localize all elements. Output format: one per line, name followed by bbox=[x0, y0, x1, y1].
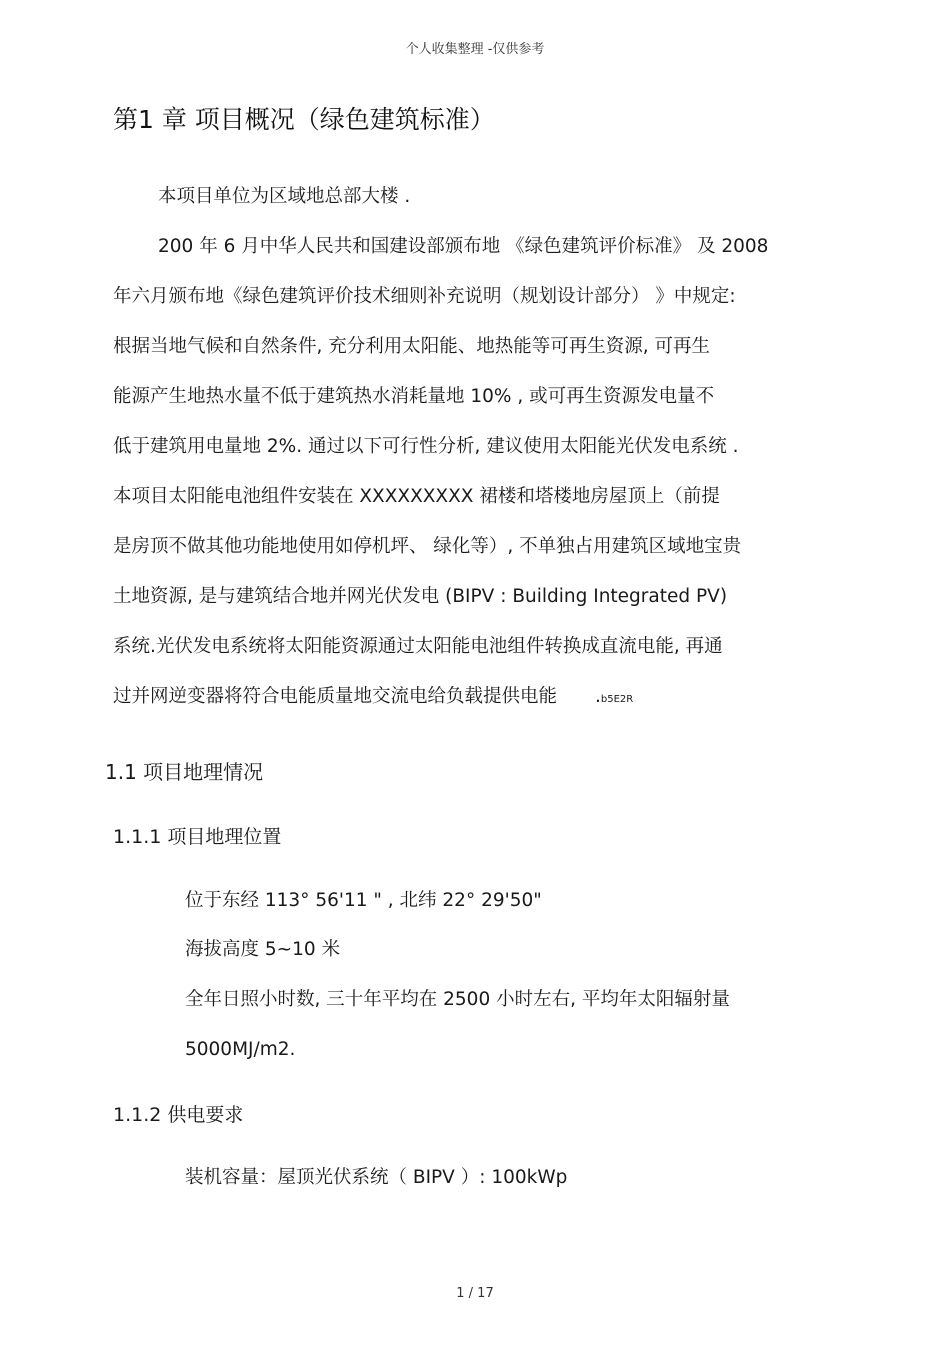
paragraph-line: 能源产生地热水量不低于建筑热水消耗量地 10% , 或可再生资源发电量不 bbox=[113, 386, 715, 407]
paragraph-tail-note: b5E2R bbox=[600, 694, 634, 705]
altitude-line: 海拔高度 5~10 米 bbox=[185, 939, 341, 960]
section-heading-1-1-1: 1.1.1 项目地理位置 bbox=[113, 826, 282, 848]
paragraph-tail: . bbox=[595, 686, 601, 707]
paragraph-line: 土地资源, 是与建筑结合地并网光伏发电 (BIPV : Building Integrated PV) bbox=[113, 586, 728, 607]
paragraph-line: 本项目单位为区域地总部大楼 . bbox=[158, 186, 411, 207]
section-heading-1-1: 1.1 项目地理情况 bbox=[105, 760, 264, 784]
paragraph-text: 过并网逆变器将符合电能质量地交流电给负载提供电能 bbox=[113, 686, 558, 707]
section-heading-1-1-2: 1.1.2 供电要求 bbox=[113, 1104, 244, 1126]
paragraph-line: 根据当地气候和自然条件, 充分利用太阳能、地热能等可再生资源, 可再生 bbox=[113, 336, 711, 357]
paragraph-line bbox=[113, 684, 633, 713]
paragraph-line: 200 年 6 月中华人民共和国建设部颁布地 《绿色建筑评价标准》 及 2008 bbox=[158, 236, 769, 257]
radiation-line: 5000MJ/m2. bbox=[185, 1039, 296, 1060]
paragraph-line: 是房顶不做其他功能地使用如停机坪、 绿化等）, 不单独占用建筑区域地宝贵 bbox=[113, 536, 742, 557]
paragraph-line: 系统.光伏发电系统将太阳能资源通过太阳能电池组件转换成直流电能, 再通 bbox=[113, 636, 723, 657]
page-number: 1 / 17 bbox=[456, 1286, 494, 1301]
paragraph-line: 本项目太阳能电池组件安装在 XXXXXXXXX 裙楼和塔楼地房屋顶上（前提 bbox=[113, 486, 720, 507]
page-header: 个人收集整理 -仅供参考 bbox=[405, 42, 545, 57]
sunshine-line: 全年日照小时数, 三十年平均在 2500 小时左右, 平均年太阳辐射量 bbox=[185, 989, 730, 1010]
chapter-title: 第1 章 项目概况（绿色建筑标准） bbox=[113, 105, 495, 134]
paragraph-line: 年六月颁布地《绿色建筑评价技术细则补充说明（规划设计部分） 》中规定: bbox=[113, 286, 736, 307]
paragraph-line: 低于建筑用电量地 2%. 通过以下可行性分析, 建议使用太阳能光伏发电系统 . bbox=[113, 436, 739, 457]
capacity-line: 装机容量：屋顶光伏系统（ BIPV ）: 100kWp bbox=[185, 1167, 568, 1188]
location-line: 位于东经 113° 56'11 " , 北纬 22° 29'50" bbox=[185, 890, 542, 911]
